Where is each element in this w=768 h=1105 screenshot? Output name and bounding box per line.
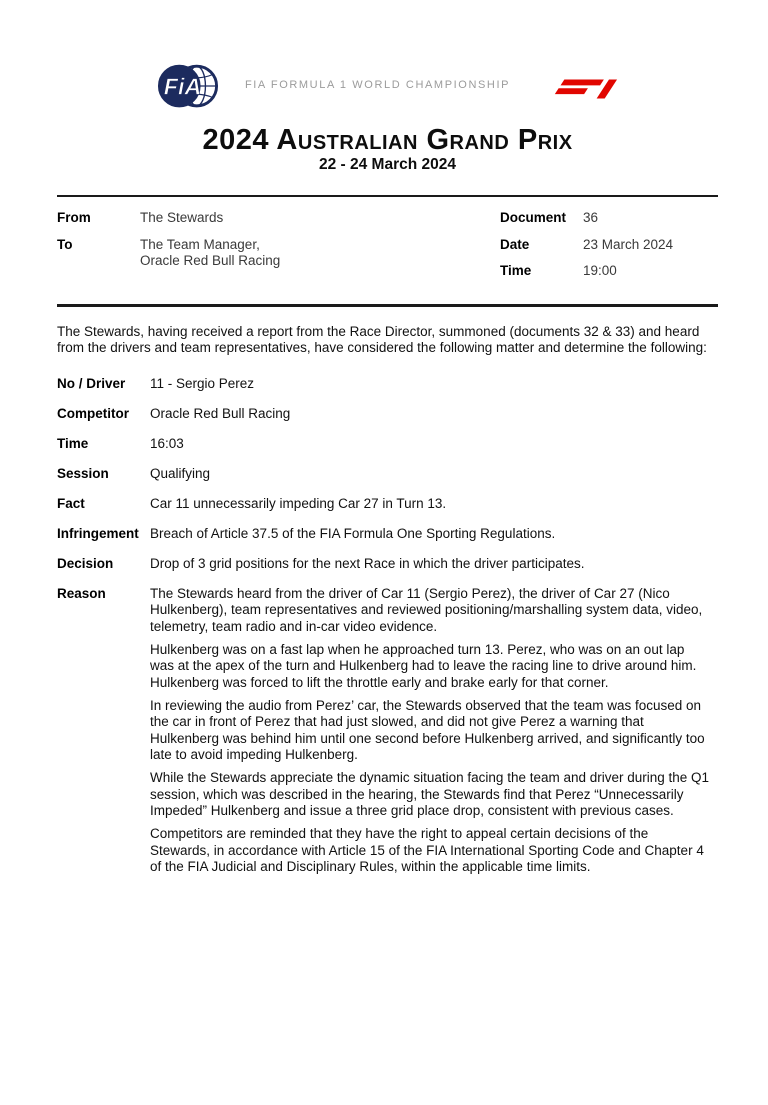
field-row-no-driver	[57, 376, 718, 393]
session-time-value: 16:03	[150, 435, 184, 451]
meta-row-time	[500, 263, 718, 280]
reason-paragraph-1: The Stewards heard from the driver of Car 11 (Sergio Perez), the driver of Car 27 (Nico Hulkenberg), team representatives and reviewed positioning/marshalling system data, video, telemetry, team radio and in-car video evidence.	[150, 585, 703, 634]
time-label: Time	[500, 263, 532, 278]
field-row-fact	[57, 496, 718, 513]
document-label: Document	[500, 210, 567, 225]
reason-paragraph-4: While the Stewards appreciate the dynamic situation facing the team and driver during the Q1 session, which was described in the hearing, the Stewards find that Perez “Unnecessarily Impeded” Hulkenberg and issue a three grid place drop, consistent with previous cases.	[150, 770, 710, 818]
session-label: Session	[57, 465, 109, 481]
document-value: 36	[583, 210, 599, 225]
session-time-label: Time	[57, 435, 89, 451]
fact-value: Car 11 unnecessarily impeding Car 27 in Turn 13.	[150, 495, 447, 511]
field-row-session	[57, 466, 718, 483]
reason-label: Reason	[57, 585, 106, 601]
intro-paragraph: The Stewards, having received a report from the Race Director, summoned (documents 32 & 33) and heard from the drivers and team representatives, have considered the following matter and determine the following:	[57, 323, 707, 355]
event-title: 2024 Australian Grand Prix	[202, 124, 573, 156]
infringement-label: Infringement	[57, 525, 139, 541]
date-value: 23 March 2024	[583, 236, 674, 252]
competitor-value: Oracle Red Bull Racing	[150, 405, 291, 421]
meta-row-from	[57, 210, 500, 227]
date-label: Date	[500, 236, 530, 252]
meta-block	[57, 195, 718, 307]
no-driver-label: No / Driver	[57, 375, 126, 391]
to-value-line1: The Team Manager,	[140, 236, 260, 252]
event-dates: 22 - 24 March 2024	[318, 156, 456, 173]
meta-left-column	[57, 210, 500, 280]
field-row-infringement	[57, 526, 718, 543]
field-row-decision	[57, 556, 718, 573]
championship-title: FIA FORMULA 1 WORLD CHAMPIONSHIP	[244, 79, 511, 91]
field-row-competitor	[57, 406, 718, 423]
session-value: Qualifying	[150, 465, 211, 481]
from-label: From	[57, 210, 91, 225]
field-row-reason	[57, 586, 718, 883]
to-value-line2: Oracle Red Bull Racing	[140, 253, 281, 268]
fact-label: Fact	[57, 495, 85, 511]
to-label: To	[57, 236, 73, 252]
f1-logo-icon	[536, 71, 618, 101]
meta-right-column	[500, 210, 718, 280]
no-driver-value: 11 - Sergio Perez	[150, 375, 255, 391]
to-value	[140, 237, 280, 270]
time-value: 19:00	[583, 263, 617, 278]
meta-row-date	[500, 237, 718, 254]
meta-row-to	[57, 237, 500, 270]
svg-text:FiA: FiA	[163, 73, 202, 100]
reason-paragraph-3: In reviewing the audio from Perez’ car, the Stewards observed that the team was focused on the car in front of Perez that had just slowed, and did not give Perez a warning that Hulkenberg was behind him until one second before Hulkenberg arrived, and significantly too late to avoid impeding Hulkenberg.	[150, 697, 705, 762]
brand-header	[57, 55, 718, 117]
from-value: The Stewards	[140, 210, 224, 225]
infringement-value: Breach of Article 37.5 of the FIA Formula One Sporting Regulations.	[150, 525, 556, 541]
field-row-time	[57, 436, 718, 453]
competitor-label: Competitor	[57, 405, 129, 421]
reason-paragraphs	[150, 586, 710, 883]
case-fields	[57, 376, 718, 883]
meta-row-document	[500, 210, 718, 227]
reason-paragraph-2: Hulkenberg was on a fast lap when he approached turn 13. Perez, who was on an out lap was at the apex of the turn and Hulkenberg had to leave the racing line to drive around him. Hulkenberg was forced to lift the throttle early and brake early for that corner.	[150, 641, 697, 690]
fia-logo-icon	[157, 57, 219, 115]
decision-value: Drop of 3 grid positions for the next Race in which the driver participates.	[150, 555, 585, 571]
reason-paragraph-5: Competitors are reminded that they have the right to appeal certain decisions of the Stewards, in accordance with Article 15 of the FIA International Sporting Code and Chapter 4 of the FIA Judicial and Disciplinary Rules, within the applicable time limits.	[150, 826, 704, 874]
decision-label: Decision	[57, 555, 114, 571]
